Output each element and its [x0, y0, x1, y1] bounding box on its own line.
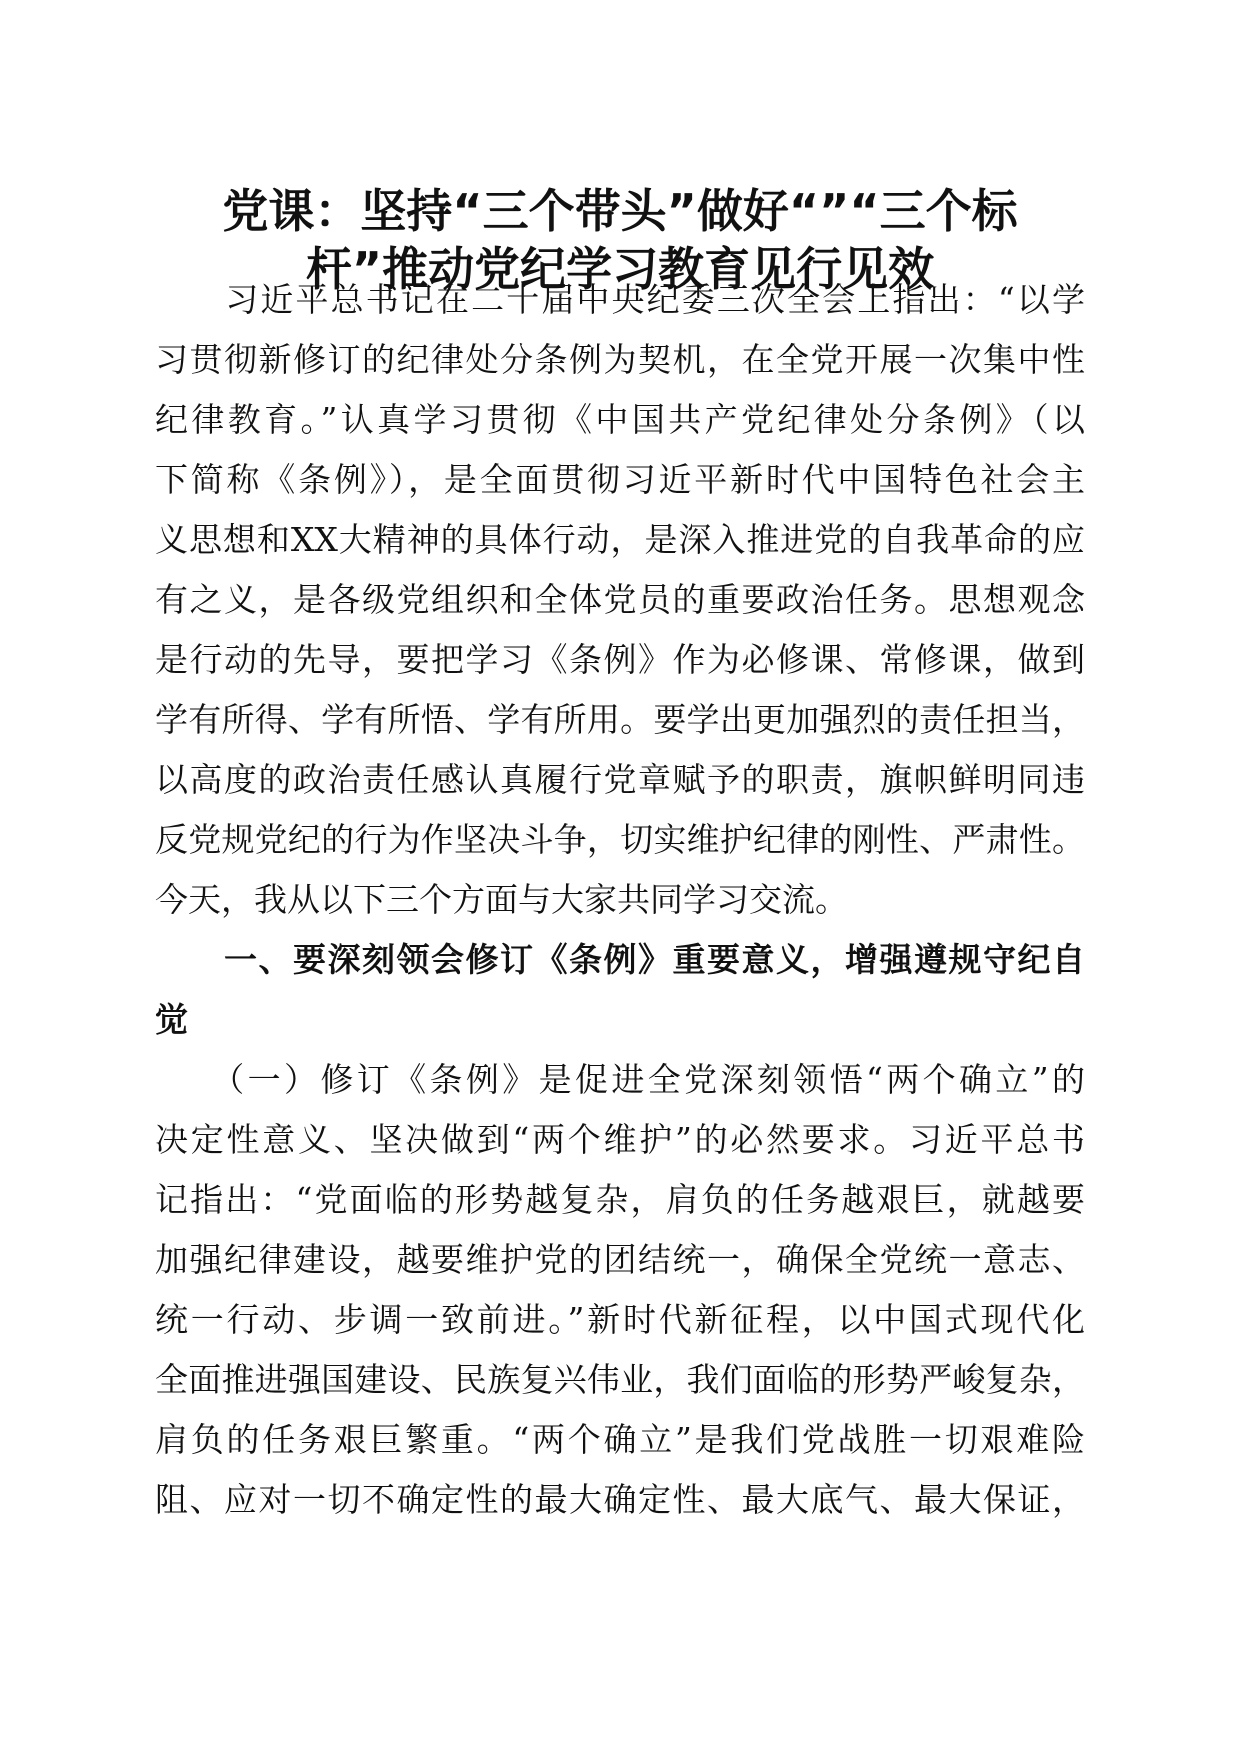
- paragraph-line: 统一行动、步调一致前进。”新时代新征程，以中国式现代化: [155, 1300, 1085, 1339]
- paragraph-line: 全面推进强国建设、民族复兴伟业，我们面临的形势严峻复杂，: [155, 1360, 1085, 1399]
- paragraph-line: 习贯彻新修订的纪律处分条例为契机，在全党开展一次集中性: [155, 340, 1085, 379]
- heading-line: 一、要深刻领会修订《条例》重要意义，增强遵规守纪自: [155, 940, 1085, 979]
- paragraph-line: 有之义，是各级党组织和全体党员的重要政治任务。思想观念: [155, 580, 1085, 619]
- title-line-2: 杆”推动党纪学习教育见行见效: [305, 242, 935, 296]
- paragraph-line: 阻、应对一切不确定性的最大确定性、最大底气、最大保证，: [155, 1480, 1085, 1519]
- section-heading-1: [155, 930, 1085, 1050]
- paragraph-line: 反党规党纪的行为作坚决斗争，切实维护纪律的刚性、严肃性。: [155, 820, 1085, 859]
- intro-paragraph: [155, 270, 1085, 930]
- paragraph-line: 肩负的任务艰巨繁重。“两个确立”是我们党战胜一切艰难险: [155, 1420, 1085, 1459]
- paragraph-line: 加强纪律建设，越要维护党的团结统一，确保全党统一意志、: [155, 1240, 1085, 1279]
- paragraph-line: 以高度的政治责任感认真履行党章赋予的职责，旗帜鲜明同违: [155, 760, 1085, 799]
- paragraph-line: 学有所得、学有所悟、学有所用。要学出更加强烈的责任担当，: [155, 700, 1085, 739]
- paragraph-line: 纪律教育。”认真学习贯彻《中国共产党纪律处分条例》（以: [155, 400, 1085, 439]
- paragraph-line: 是行动的先导，要把学习《条例》作为必修课、常修课，做到: [155, 640, 1085, 679]
- heading-line: 觉: [155, 1000, 188, 1039]
- subsection-paragraph-1: [155, 1050, 1085, 1530]
- paragraph-line: 决定性意义、坚决做到“两个维护”的必然要求。习近平总书: [155, 1120, 1085, 1159]
- paragraph-line: 习近平总书记在二十届中央纪委三次全会上指出：“以学: [155, 280, 1085, 319]
- paragraph-line: 记指出：“党面临的形势越复杂，肩负的任务越艰巨，就越要: [155, 1180, 1085, 1219]
- paragraph-line: 今天，我从以下三个方面与大家共同学习交流。: [155, 880, 848, 919]
- paragraph-line: 义思想和XX大精神的具体行动，是深入推进党的自我革命的应: [155, 520, 1085, 559]
- paragraph-line: 下简称《条例》），是全面贯彻习近平新时代中国特色社会主: [155, 460, 1085, 499]
- paragraph-line: （一）修订《条例》是促进全党深刻领悟“两个确立”的: [155, 1060, 1085, 1099]
- title-line-1: 党课：坚持“三个带头”做好“”“三个标: [222, 184, 1018, 238]
